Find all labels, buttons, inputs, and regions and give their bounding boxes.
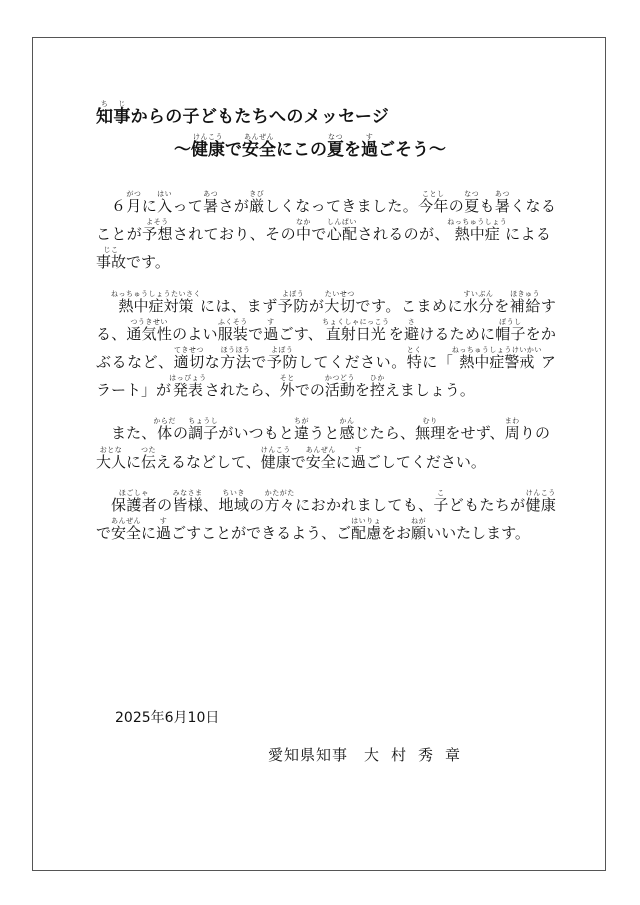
furigana-reading: よぼう bbox=[266, 346, 298, 355]
furigana-word: 方々かたがた bbox=[264, 488, 296, 514]
furigana-word: 調子ちょうし bbox=[188, 417, 219, 443]
furigana-word: 方法ほうほう bbox=[220, 346, 252, 372]
furigana-word: 安全あんぜん bbox=[305, 445, 336, 471]
furigana-reading: あつ bbox=[203, 190, 219, 198]
furigana-word: 地域ちいき bbox=[218, 488, 250, 514]
furigana-reading: つた bbox=[141, 445, 157, 454]
body-paragraph-3: また、体からだの調子ちょうしがいつもと違ちがうと感かんじたら、無理むりをせず、周まわりの大人おとなに伝つたえるなどして、健康けんこうで安全あんぜんに過すごしてください。 bbox=[96, 417, 550, 471]
body-paragraph-1: ６月がつに入はいって暑あつさが厳きびしくなってきました。今年ことしの夏なつも暑あつくなることが予想よそうされており、その中なかで心配しんぱいされるのが、熱中症ねっちゅうしょうによる事故じこです。 bbox=[96, 190, 556, 272]
furigana-reading: ほうほう bbox=[220, 346, 251, 355]
furigana-word: 特とく bbox=[406, 346, 423, 372]
furigana-reading: はいりょ bbox=[351, 517, 382, 526]
furigana-reading: かつどう bbox=[324, 374, 355, 383]
furigana-word: 予防よぼう bbox=[266, 346, 298, 372]
furigana-word: 中なか bbox=[295, 218, 312, 244]
furigana-reading: さ bbox=[403, 317, 419, 326]
furigana-word: 大人おとな bbox=[96, 445, 127, 471]
furigana-word: 通気性つうきせい bbox=[126, 317, 173, 343]
furigana-word: 外そと bbox=[279, 374, 295, 400]
furigana-reading: あんぜん bbox=[242, 133, 276, 141]
furigana-reading: むり bbox=[415, 417, 446, 426]
furigana-word: 過す bbox=[156, 517, 172, 543]
furigana-reading: かたがた bbox=[264, 488, 295, 497]
furigana-reading: じ bbox=[113, 100, 131, 108]
body-paragraph-4: 保護者ほごしゃの皆様みなさま、地域ちいきの方々かたがたにおかれましても、子こどもたちが健康けんこうで安全あんぜんに過すごすことができるよう、ご配慮はいりょをお願ねがいいたします。 bbox=[96, 488, 556, 543]
furigana-word: 過す bbox=[263, 317, 279, 343]
furigana-word: 健康けんこう bbox=[525, 488, 556, 514]
furigana-reading: ねが bbox=[411, 517, 427, 526]
furigana-reading: けんこう bbox=[260, 445, 291, 454]
signer-title: 愛知県知事 bbox=[268, 746, 349, 764]
furigana-reading: ほごしゃ bbox=[111, 488, 157, 497]
furigana-word: 直射日光ちょくしゃにっこう bbox=[322, 317, 390, 343]
furigana-word: 夏なつ bbox=[327, 133, 344, 160]
furigana-reading: こ bbox=[433, 488, 449, 497]
furigana-word: 暑あつ bbox=[494, 190, 511, 215]
furigana-word: 安全あんぜん bbox=[242, 133, 276, 160]
furigana-word: 周まわ bbox=[504, 417, 520, 443]
furigana-reading: す bbox=[156, 517, 172, 526]
furigana-reading: ねっちゅうしょうけいかい bbox=[451, 346, 542, 355]
furigana-word: 月がつ bbox=[126, 190, 142, 215]
furigana-reading: おとな bbox=[96, 445, 126, 454]
furigana-word: 皆様みなさま bbox=[172, 488, 204, 514]
furigana-reading: けんこう bbox=[525, 488, 556, 497]
furigana-word: 違ちが bbox=[294, 417, 310, 443]
furigana-word: 夏なつ bbox=[464, 190, 480, 215]
furigana-reading: からだ bbox=[153, 417, 176, 426]
furigana-reading: ねっちゅうしょう bbox=[447, 218, 508, 227]
furigana-reading: けんこう bbox=[191, 133, 225, 141]
furigana-reading: とく bbox=[406, 346, 422, 355]
furigana-reading: ち bbox=[96, 100, 114, 108]
letter-body bbox=[96, 190, 556, 560]
furigana-word: 過す bbox=[350, 445, 366, 471]
furigana-reading: す bbox=[263, 317, 279, 326]
furigana-reading: きび bbox=[249, 190, 265, 198]
furigana-word: 暑あつ bbox=[203, 190, 219, 215]
furigana-word: 活動かつどう bbox=[324, 374, 355, 400]
furigana-word: 補給ほきゅう bbox=[509, 289, 541, 315]
furigana-reading: ほきゅう bbox=[509, 289, 541, 298]
furigana-reading: すいぶん bbox=[463, 289, 494, 298]
furigana-reading: じこ bbox=[96, 246, 126, 255]
furigana-word: 子こ bbox=[433, 488, 449, 514]
furigana-reading: はっぴょう bbox=[169, 374, 207, 383]
furigana-word: 配慮はいりょ bbox=[351, 517, 382, 543]
furigana-word: 心配しんぱい bbox=[326, 218, 358, 244]
furigana-reading: ちが bbox=[294, 417, 310, 426]
furigana-reading: ふくそう bbox=[217, 317, 248, 326]
furigana-reading: てきせつ bbox=[173, 346, 205, 355]
furigana-reading: がつ bbox=[126, 190, 142, 198]
furigana-word: 熱中症警戒ねっちゅうしょうけいかい bbox=[451, 346, 542, 372]
furigana-reading: ひか bbox=[369, 374, 385, 383]
furigana-reading: なつ bbox=[464, 190, 480, 198]
furigana-reading: ねっちゅうしょうたいさく bbox=[111, 289, 201, 298]
letter-date: 2025年6月10日 bbox=[115, 710, 220, 726]
furigana-reading: よそう bbox=[142, 218, 173, 227]
furigana-word: 願ねが bbox=[411, 517, 427, 543]
letter-subtitle: ～健康けんこうで安全あんぜんにこの夏なつを過すごそう～ bbox=[174, 133, 446, 160]
furigana-word: 熱中症対策ねっちゅうしょうたいさく bbox=[111, 289, 201, 315]
furigana-reading: よぼう bbox=[277, 289, 309, 298]
furigana-word: 知ち bbox=[96, 100, 114, 127]
furigana-reading: しんぱい bbox=[326, 218, 358, 227]
furigana-word: 帽子ぼうし bbox=[495, 317, 526, 343]
furigana-word: 服装ふくそう bbox=[217, 317, 249, 343]
letter-title: 知ち事じからの子どもたちへのメッセージ bbox=[96, 100, 390, 127]
furigana-reading: そと bbox=[279, 374, 295, 383]
furigana-reading: なか bbox=[295, 218, 311, 227]
furigana-word: 厳きび bbox=[249, 190, 265, 215]
furigana-reading: はい bbox=[157, 190, 173, 198]
furigana-reading: ちょくしゃにっこう bbox=[322, 317, 390, 326]
furigana-reading: あんぜん bbox=[111, 517, 142, 526]
furigana-reading: す bbox=[350, 445, 366, 454]
furigana-word: 無理むり bbox=[415, 417, 446, 443]
furigana-word: 予想よそう bbox=[142, 218, 173, 244]
furigana-word: 入はい bbox=[157, 190, 173, 215]
furigana-reading: かん bbox=[339, 417, 355, 426]
furigana-word: 健康けんこう bbox=[260, 445, 291, 471]
furigana-word: 今年ことし bbox=[418, 190, 449, 215]
furigana-word: 安全あんぜん bbox=[111, 517, 142, 543]
furigana-reading: あつ bbox=[494, 190, 510, 198]
furigana-word: 体からだ bbox=[153, 417, 176, 443]
furigana-reading: ことし bbox=[418, 190, 449, 198]
furigana-reading: つうきせい bbox=[126, 317, 172, 326]
furigana-word: 感かん bbox=[339, 417, 355, 443]
furigana-reading: みなさま bbox=[172, 488, 203, 497]
furigana-word: 水分すいぶん bbox=[463, 289, 495, 315]
furigana-reading: まわ bbox=[504, 417, 520, 426]
furigana-word: 伝つた bbox=[141, 445, 157, 471]
furigana-reading: たいせつ bbox=[324, 289, 355, 298]
furigana-reading: なつ bbox=[327, 133, 344, 141]
furigana-word: 大切たいせつ bbox=[324, 289, 356, 315]
furigana-word: 健康けんこう bbox=[191, 133, 225, 160]
furigana-word: 事故じこ bbox=[96, 246, 127, 272]
furigana-word: 発表はっぴょう bbox=[169, 374, 207, 400]
furigana-reading: あんぜん bbox=[305, 445, 336, 454]
furigana-word: 控ひか bbox=[369, 374, 385, 400]
furigana-word: 予防よぼう bbox=[277, 289, 309, 315]
furigana-reading: ちいき bbox=[218, 488, 249, 497]
signature bbox=[268, 743, 472, 767]
signer-name: 大村秀章 bbox=[364, 746, 473, 764]
furigana-word: 事じ bbox=[113, 100, 131, 127]
furigana-word: 熱中症ねっちゅうしょう bbox=[447, 218, 508, 244]
body-paragraph-2: 熱中症対策ねっちゅうしょうたいさくには、まず予防よぼうが大切たいせつです。こまめに水分すいぶんを補給ほきゅうする、通気性つうきせいのよい服装ふくそうで過すごす、直射日光ちょくしゃにっこうを避さけるために帽子ぼうしをかぶるなど、適切てきせつな方法ほうほうで予防よぼうしてください。特とくに「熱中症警戒ねっちゅうしょうけいかいアラート」が発表はっぴょうされたら、外そとでの活動かつどうを控ひかえましょう。 bbox=[96, 289, 556, 400]
furigana-word: 避さ bbox=[403, 317, 420, 343]
furigana-reading: ぼうし bbox=[495, 317, 526, 326]
furigana-word: 保護者ほごしゃ bbox=[111, 488, 158, 514]
furigana-reading: ちょうし bbox=[188, 417, 219, 426]
furigana-reading: す bbox=[361, 133, 378, 141]
furigana-word: 過す bbox=[361, 133, 378, 160]
furigana-word: 適切てきせつ bbox=[173, 346, 205, 372]
